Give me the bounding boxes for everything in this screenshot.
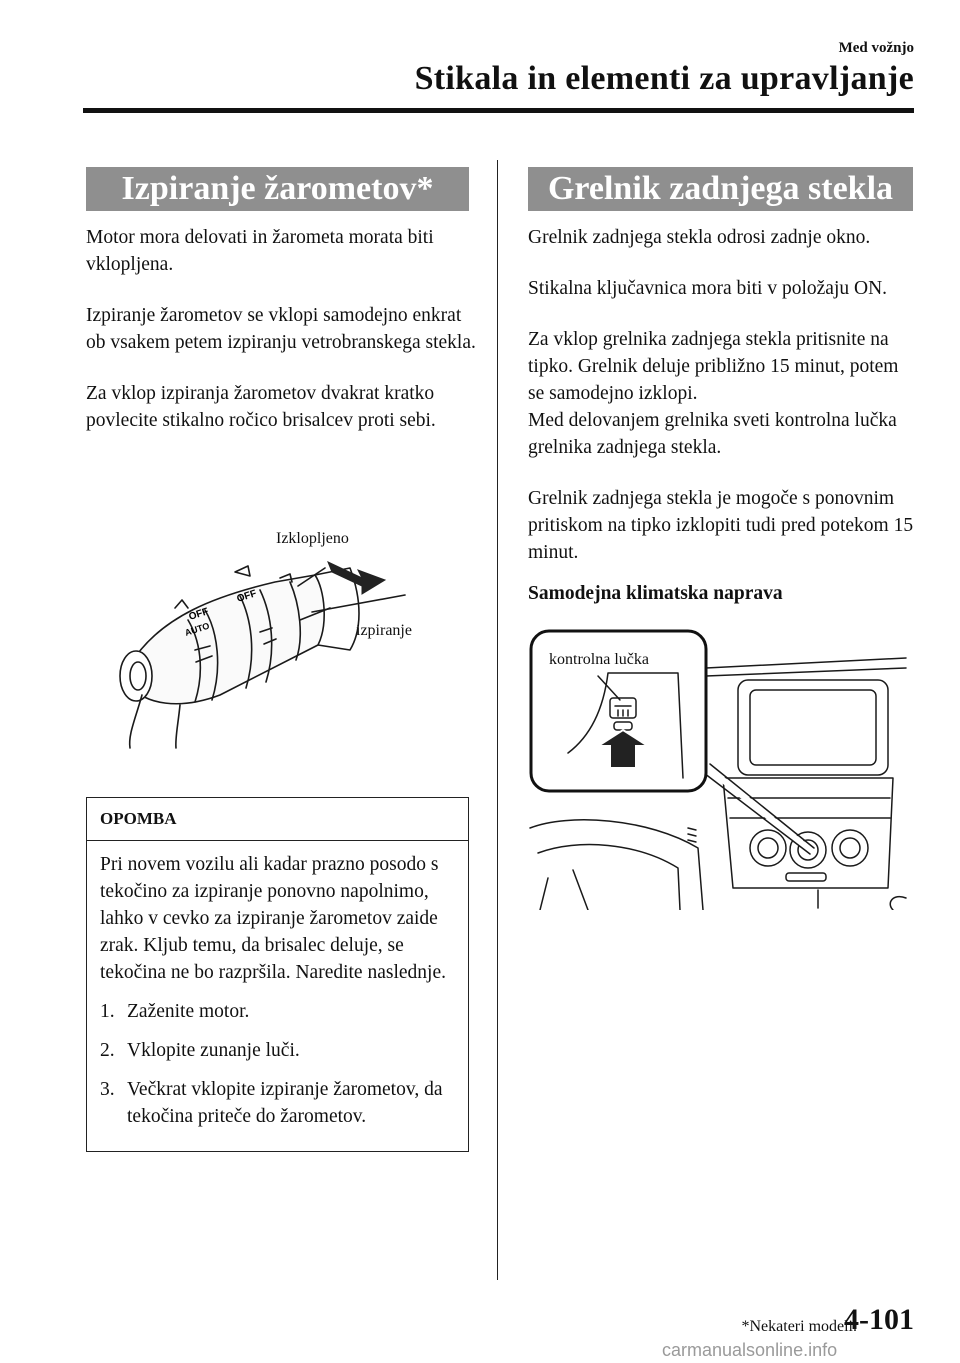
right-paragraph-5: Grelnik zadnjega stekla je mogoče s ponovnim pritiskom na tipko izklopiti tudi pred potekom 15 minut. — [528, 488, 914, 563]
note-step-number: 3. — [100, 1079, 115, 1100]
left-paragraph-2: Izpiranje žarometov se vklopi samodejno enkrat ob vsakem petem izpiranju vetrobranskega stekla. — [86, 305, 476, 353]
stalk-label-off-lower: OFF — [187, 606, 210, 623]
right-text-block — [528, 224, 918, 607]
stalk-label-auto: AUTO — [183, 620, 211, 638]
note-step-number: 2. — [100, 1040, 115, 1061]
right-paragraph-4: Med delovanjem grelnika sveti kontrolna lučka grelnika zadnjega stekla. — [528, 410, 897, 458]
note-step-text: Večkrat vklopite izpiranje žarometov, da tekočina priteče do žarometov. — [127, 1079, 443, 1127]
chapter-title: Stikala in elementi za upravljanje — [414, 60, 914, 97]
note-step — [100, 1037, 456, 1064]
footnote: *Nekateri modeli. — [741, 1318, 857, 1335]
column-divider — [497, 160, 498, 1280]
section-name: Med vožnjo — [838, 40, 914, 56]
note-step-text: Vklopite zunanje luči. — [127, 1040, 300, 1061]
right-paragraph-2: Stikalna ključavnica mora biti v položaju ON. — [528, 278, 888, 299]
left-paragraph-3: Za vklop izpiranja žarometov dvakrat kratko povlecite stikalno ročico brisalcev proti sebi. — [86, 383, 436, 431]
note-steps — [100, 998, 456, 1130]
note-box — [86, 797, 469, 1152]
header-rule — [83, 108, 914, 113]
label-off: Izklopljeno — [276, 530, 349, 547]
right-paragraph-1: Grelnik zadnjega stekla odrosi zadnje okno. — [528, 227, 871, 248]
note-step-number: 1. — [100, 1001, 115, 1022]
label-wash: izpiranje — [356, 622, 412, 639]
note-step — [100, 998, 456, 1025]
note-intro: Pri novem vozilu ali kadar prazno posodo s tekočino za izpiranje ponovno napolnimo, lahko v cevko za izpiranje žarometov zaide zrak. Kljub temu, da brisalec deluje, se tekočina ne bo razpršila. Naredite naslednje. — [100, 854, 446, 983]
watermark: carmanualsonline.info — [662, 1340, 838, 1360]
label-indicator: kontrolna lučka — [549, 651, 649, 668]
left-section-banner: Izpiranje žarometov* — [86, 167, 469, 211]
note-title: OPOMBA — [87, 798, 468, 841]
climate-control-illustration — [528, 628, 914, 910]
right-subheading: Samodejna klimatska naprava — [528, 583, 783, 604]
page-number: 4-101 — [844, 1303, 914, 1336]
right-section-banner: Grelnik zadnjega stekla — [528, 167, 913, 211]
left-paragraph-1: Motor mora delovati in žarometa morata biti vklopljena. — [86, 227, 434, 275]
stalk-label-off-upper: OFF — [235, 588, 258, 605]
left-text-block — [86, 224, 476, 458]
note-step — [100, 1076, 456, 1130]
note-step-text: Zaženite motor. — [127, 1001, 250, 1022]
right-paragraph-3: Za vklop grelnika zadnjega stekla pritisnite na tipko. Grelnik deluje približno 15 minut, potem se samodejno izklopi. — [528, 329, 899, 404]
